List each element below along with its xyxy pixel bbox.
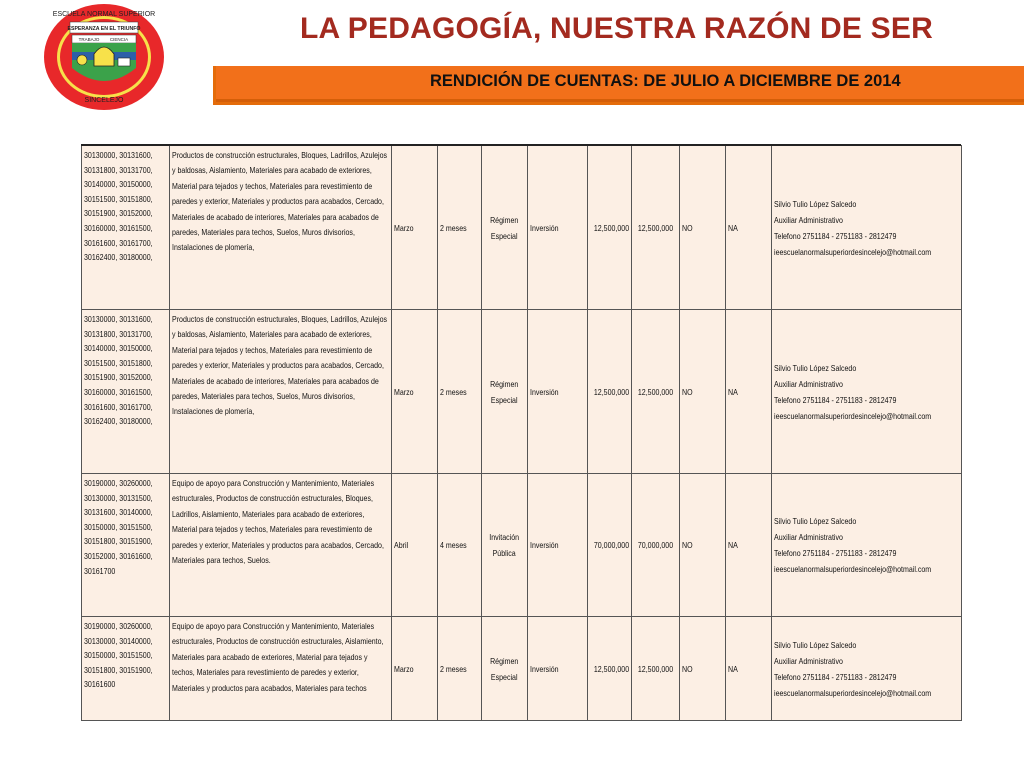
- funding-source: Inversión: [530, 386, 559, 397]
- contact-phone: Telefono 2751184 - 2751183 - 2812479: [774, 548, 897, 558]
- description: Productos de construcción estructurales, Bloques, Ladrillos, Azulejos y baldosas, Aislamiento, Materiales para acabado de exteriores, Material para tejados y techos, Materiales para revestimiento de paredes y exterior, Materiales y productos para acabados, Cercado, Materiales de acabado de interiores, Materiales para acabados de paredes, Materiales para techos, Suelos, Muros divisorios, Instalaciones de plomería,: [172, 314, 388, 417]
- future-validity-cell: [680, 146, 726, 310]
- funding-source: Inversión: [530, 222, 559, 233]
- contact-role: Auxiliar Administrativo: [774, 655, 843, 666]
- page-subtitle: RENDICIÓN DE CUENTAS: DE JULIO A DICIEMBRE DE 2014: [430, 72, 901, 90]
- unspsc-codes: 30130000, 30131600, 30131800, 30131700, 30140000, 30150000, 30151500, 30151800, 30151900, 30152000, 30160000, 30161500, 30161600, 30161700, 30162400, 30180000,: [84, 314, 153, 427]
- contact-name: Silvio Tulio López Salcedo: [774, 198, 857, 209]
- unspsc-codes-cell: [82, 617, 170, 721]
- validity-status: NA: [728, 540, 738, 550]
- estimated-value: 12,500,000: [593, 222, 630, 233]
- funding-source: Inversión: [530, 540, 559, 550]
- unspsc-codes-cell: [82, 310, 170, 474]
- estimated-value-cell: [588, 474, 632, 617]
- contact-email[interactable]: ieescuelanormalsuperiordesincelejo@hotmail.com: [774, 564, 932, 574]
- validity-status: NA: [728, 386, 738, 397]
- description-cell: [170, 310, 392, 474]
- current-value-cell: [632, 310, 680, 474]
- regime-cell: [482, 474, 528, 617]
- future-validity: NO: [682, 540, 693, 550]
- unspsc-codes: 30130000, 30131600, 30131800, 30131700, 30140000, 30150000, 30151500, 30151800, 30151900, 30152000, 30160000, 30161500, 30161600, 30161700, 30162400, 30180000,: [84, 150, 153, 263]
- status-cell: [726, 310, 772, 474]
- contact-email[interactable]: ieescuelanormalsuperiordesincelejo@hotmail.com: [774, 246, 932, 257]
- logo-top-text: ESCUELA NORMAL SUPERIOR: [52, 11, 156, 18]
- logo-banner-text: ESPERANZA EN EL TRIUNFO: [67, 26, 141, 32]
- future-validity-cell: [680, 310, 726, 474]
- contact-name: Silvio Tulio López Salcedo: [774, 516, 857, 526]
- duration: 2 meses: [440, 222, 467, 233]
- contact-name: Silvio Tulio López Salcedo: [774, 362, 857, 373]
- table-row: [82, 146, 962, 310]
- estimated-value: 12,500,000: [593, 663, 630, 674]
- start-month-cell: [392, 617, 438, 721]
- estimated-value-cell: [588, 146, 632, 310]
- start-month-cell: [392, 474, 438, 617]
- contact-phone: Telefono 2751184 - 2751183 - 2812479: [774, 230, 897, 241]
- current-value-cell: [632, 146, 680, 310]
- contact-phone: Telefono 2751184 - 2751183 - 2812479: [774, 394, 897, 405]
- validity-status: NA: [728, 663, 738, 674]
- description-cell: [170, 617, 392, 721]
- page-title: LA PEDAGOGÍA, NUESTRA RAZÓN DE SER: [300, 12, 933, 45]
- unspsc-codes: 30190000, 30260000, 30130000, 30140000, 30150000, 30151500, 30151800, 30151900, 30161600: [84, 621, 153, 690]
- validity-status: NA: [728, 222, 738, 233]
- estimated-value: 12,500,000: [593, 386, 630, 397]
- estimated-value-cell: [588, 310, 632, 474]
- contact-cell: [772, 310, 962, 474]
- contact-role: Auxiliar Administrativo: [774, 378, 843, 389]
- duration: 2 meses: [440, 386, 467, 397]
- source-cell: [528, 310, 588, 474]
- source-cell: [528, 617, 588, 721]
- duration-cell: [438, 310, 482, 474]
- contact-cell: [772, 617, 962, 721]
- current-value-cell: [632, 617, 680, 721]
- table-top-border: [81, 144, 961, 146]
- contact-email[interactable]: ieescuelanormalsuperiordesincelejo@hotmail.com: [774, 687, 932, 698]
- contact-role: Auxiliar Administrativo: [774, 532, 843, 542]
- duration-cell: [438, 617, 482, 721]
- current-value-cell: [632, 474, 680, 617]
- contact-email[interactable]: ieescuelanormalsuperiordesincelejo@hotmail.com: [774, 410, 932, 421]
- contact-phone: Telefono 2751184 - 2751183 - 2812479: [774, 671, 897, 682]
- contract-regime: Régimen Especial: [490, 214, 519, 241]
- regime-cell: [482, 617, 528, 721]
- source-cell: [528, 146, 588, 310]
- duration-cell: [438, 474, 482, 617]
- duration: 2 meses: [440, 663, 467, 674]
- contract-regime: Invitación Pública: [489, 532, 520, 558]
- description-cell: [170, 474, 392, 617]
- contact-cell: [772, 146, 962, 310]
- future-validity-cell: [680, 617, 726, 721]
- start-month: Abril: [394, 540, 409, 550]
- funding-source: Inversión: [530, 663, 559, 674]
- status-cell: [726, 146, 772, 310]
- school-crest-logo-icon: [42, 2, 166, 112]
- contact-role: Auxiliar Administrativo: [774, 214, 843, 225]
- logo-bottom-text: SINCELEJO: [84, 97, 124, 104]
- future-validity: NO: [682, 663, 693, 674]
- status-cell: [726, 474, 772, 617]
- source-cell: [528, 474, 588, 617]
- duration: 4 meses: [440, 540, 467, 550]
- contract-regime: Régimen Especial: [490, 655, 519, 682]
- logo-motto-right: CIENCIA: [109, 37, 129, 42]
- logo-motto-left: TRABAJO: [78, 37, 100, 42]
- regime-cell: [482, 146, 528, 310]
- contact-cell: [772, 474, 962, 617]
- contact-name: Silvio Tulio López Salcedo: [774, 639, 857, 650]
- start-month: Marzo: [394, 663, 414, 674]
- table-row: [82, 474, 962, 617]
- start-month-cell: [392, 310, 438, 474]
- status-cell: [726, 617, 772, 721]
- regime-cell: [482, 310, 528, 474]
- unspsc-codes-cell: [82, 146, 170, 310]
- unspsc-codes: 30190000, 30260000, 30130000, 30131500, 30131600, 30140000, 30150000, 30151500, 30151800, 30151900, 30152000, 30161600, 30161700: [84, 478, 153, 576]
- contract-regime: Régimen Especial: [490, 378, 519, 405]
- start-month: Marzo: [394, 386, 414, 397]
- current-value: 12,500,000: [637, 663, 674, 674]
- unspsc-codes-cell: [82, 474, 170, 617]
- description: Productos de construcción estructurales, Bloques, Ladrillos, Azulejos y baldosas, Aislamiento, Materiales para acabado de exteriores, Material para tejados y techos, Materiales para revestimiento de paredes y exterior, Materiales y productos para acabados, Cercado, Materiales de acabado de interiores, Materiales para acabados de paredes, Materiales para techos, Suelos, Muros divisorios, Instalaciones de plomería,: [172, 150, 388, 253]
- future-validity-cell: [680, 474, 726, 617]
- future-validity: NO: [682, 386, 693, 397]
- table-row: [82, 310, 962, 474]
- start-month-cell: [392, 146, 438, 310]
- current-value: 12,500,000: [637, 222, 674, 233]
- description: Equipo de apoyo para Construcción y Mantenimiento, Materiales estructurales, Productos de construcción estructurales, Bloques, Ladrillos, Aislamiento, Materiales para acabado de exteriores, Material para tejados y techos, Materiales para revestimiento de paredes y exterior, Materiales y productos para acabados, Cercado, Materiales para techos, Suelos.: [172, 478, 384, 566]
- table-row: [82, 617, 962, 721]
- procurement-table: [81, 145, 962, 721]
- current-value: 12,500,000: [637, 386, 674, 397]
- start-month: Marzo: [394, 222, 414, 233]
- future-validity: NO: [682, 222, 693, 233]
- estimated-value-cell: [588, 617, 632, 721]
- duration-cell: [438, 146, 482, 310]
- description: Equipo de apoyo para Construcción y Mantenimiento, Materiales estructurales, Productos de construcción estructurales, Aislamiento, Materiales para acabado de exteriores, Material para tejados y techos, Materiales para revestimiento de paredes y exterior, Materiales y productos para acabados, Materiales para techos: [172, 621, 384, 693]
- current-value: 70,000,000: [637, 540, 674, 550]
- estimated-value: 70,000,000: [593, 540, 630, 550]
- description-cell: [170, 146, 392, 310]
